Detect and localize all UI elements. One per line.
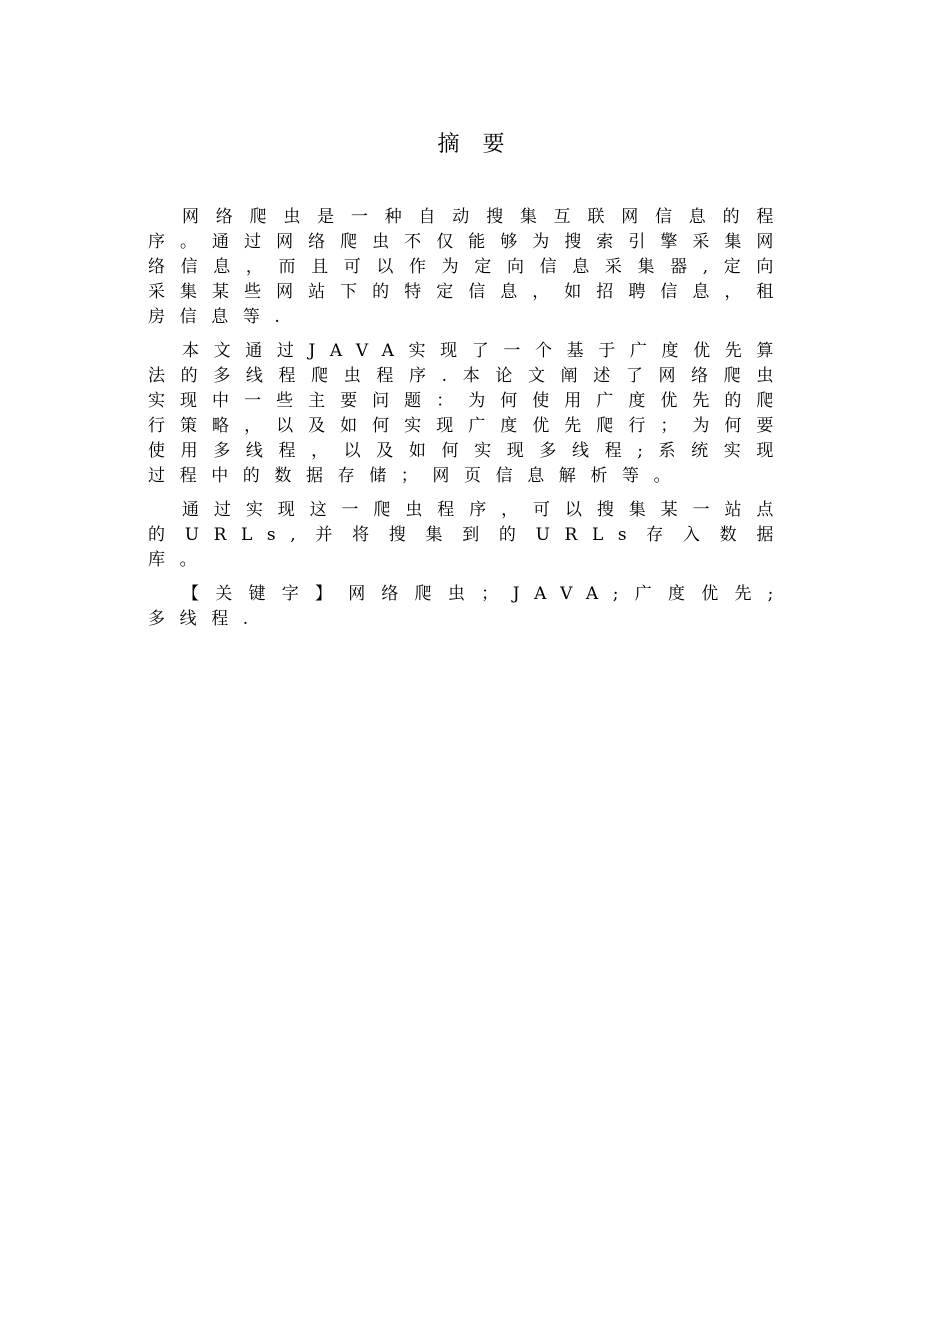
keywords-line: [148, 582, 788, 632]
abstract-paragraph-2: 本文通过JAVA实现了一个基于广度优先算法的多线程爬虫程序.本论文阐述了网络爬虫实现中一些主要问题：为何使用广度优先的爬行策略，以及如何实现广度优先爬行；为何要使用多线程，以及如何实现多线程;系统实现过程中的数据存储；网页信息解析等。: [148, 341, 788, 486]
keywords-label: 【关键字】: [182, 584, 349, 604]
abstract-body: [148, 205, 788, 641]
keywords-text: 网络爬虫；JAVA;广度优先;多线程.: [148, 584, 789, 629]
page-title: 摘 要: [437, 132, 513, 157]
abstract-paragraph-1: 网络爬虫是一种自动搜集互联网信息的程序。通过网络爬虫不仅能够为搜索引擎采集网络信息，而且可以作为定向信息采集器,定向采集某些网站下的特定信息，如招聘信息，租房信息等.: [148, 207, 788, 327]
abstract-paragraph-3: 通过实现这一爬虫程序，可以搜集某一站点的URLs,并将搜集到的URLs存入数据库。: [148, 500, 788, 570]
